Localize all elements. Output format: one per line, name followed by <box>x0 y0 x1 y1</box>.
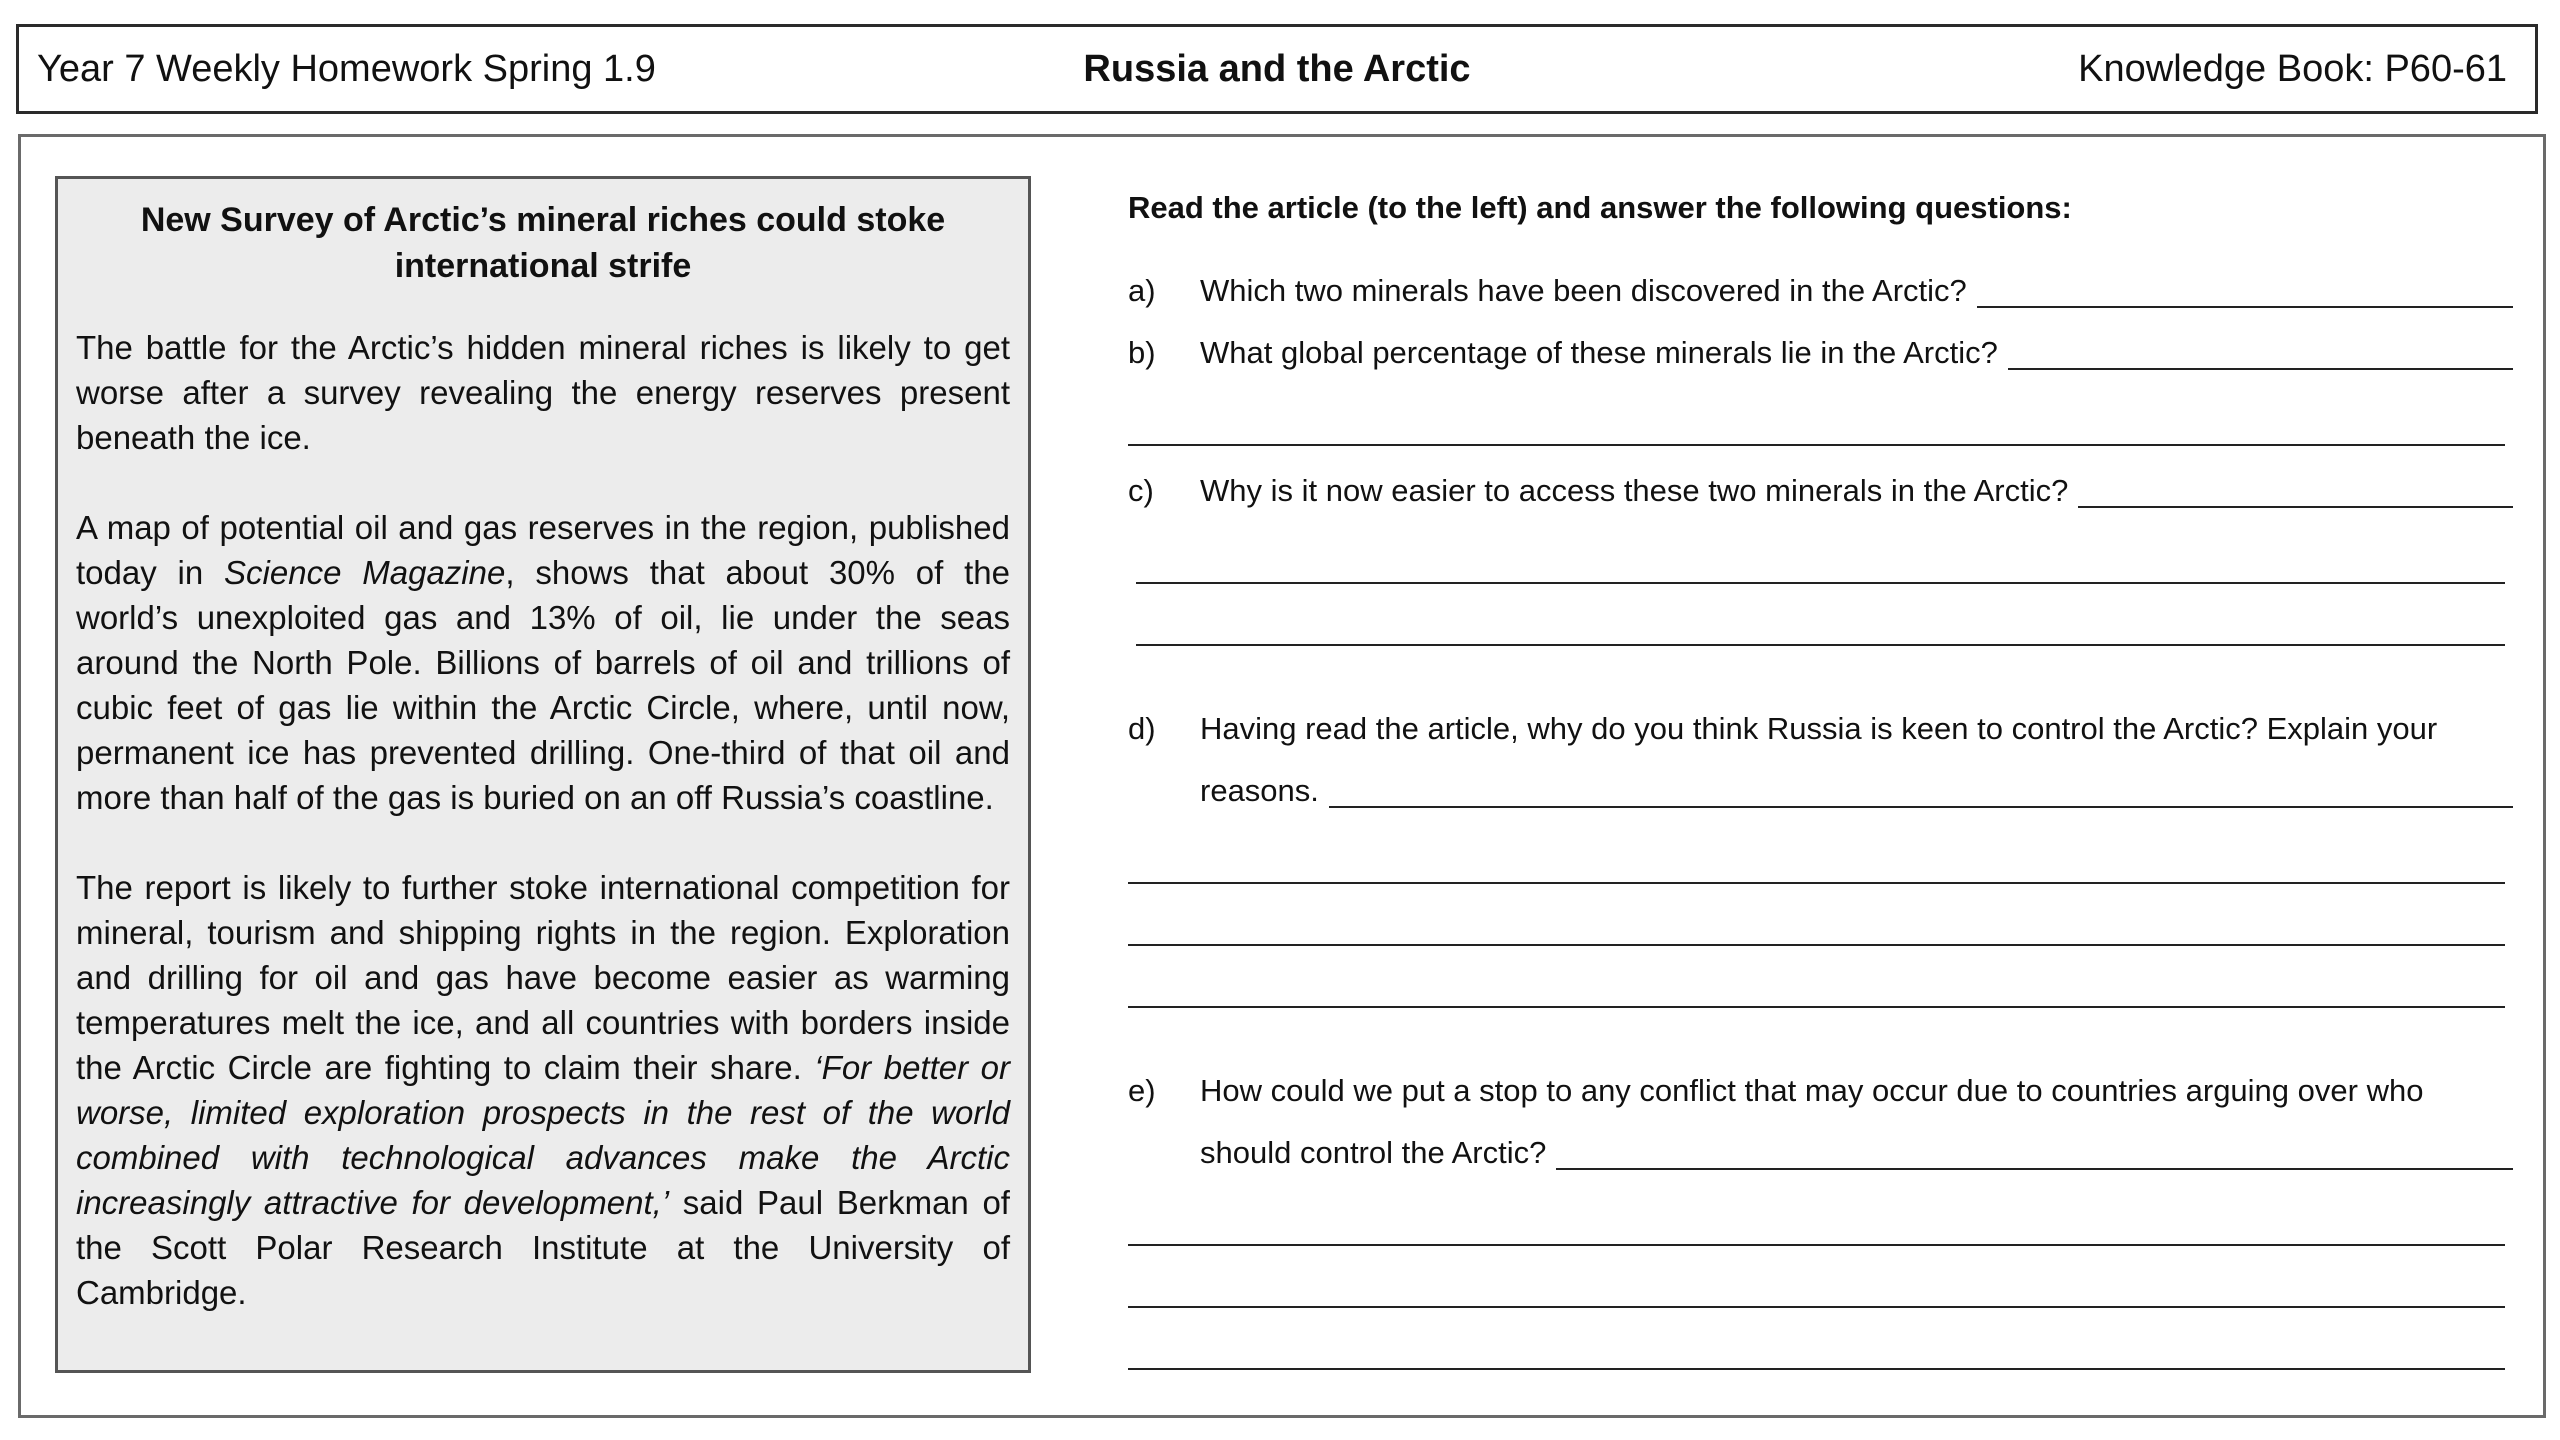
question-c-answer-line-2[interactable] <box>1136 522 2505 584</box>
homework-label: Year 7 Weekly Homework Spring 1.9 <box>37 48 656 90</box>
question-c-answer-line[interactable] <box>2078 505 2513 508</box>
question-a-answer-line[interactable] <box>1977 305 2513 308</box>
question-b-answer-line[interactable] <box>2008 367 2513 370</box>
question-e <box>1128 1060 2513 1122</box>
question-a-letter: a) <box>1128 273 1156 308</box>
page-title: Russia and the Arctic <box>1083 48 1471 90</box>
question-e-answer-line-3[interactable] <box>1128 1246 2505 1308</box>
question-b-letter: b) <box>1128 335 1156 370</box>
header-bar <box>16 24 2538 114</box>
question-e-continued <box>1128 1122 2513 1184</box>
article-paragraph-2-end: , shows that about 30% of the world’s unexploited gas and 13% of oil, lie under the seas around the North Pole. Billions of barrels of oil and trillions of cubic feet of gas lie within the Arctic Circle, where, until now, permanent ice has prevented drilling. One-third of that oil and more than half of the gas is buried on an off Russia’s coastline. <box>76 554 1011 816</box>
question-e-text: How could we put a stop to any conflict that may occur due to countries arguing over who <box>1200 1073 2424 1108</box>
article-paragraph-2-start: A map of potential oil and gas reserves in the region, published today in <box>76 509 1010 591</box>
question-d-continued <box>1128 760 2513 822</box>
question-d-letter: d) <box>1128 711 1156 746</box>
article-paragraph-3-start: The report is likely to further stoke international competition for mineral, tourism and shipping rights in the region. Exploration and drilling for oil and gas have become easier as warming temperatures melt the ice, and all countries with borders inside the Arctic Circle are fighting to claim their share. <box>76 869 1010 1086</box>
questions-instruction: Read the article (to the left) and answer the following questions: <box>1128 190 2072 225</box>
question-d-answer-line[interactable] <box>1329 805 2513 808</box>
article-paragraph-3 <box>76 865 1010 1315</box>
question-e-letter: e) <box>1128 1073 1156 1108</box>
question-e-answer-line-4[interactable] <box>1128 1308 2505 1370</box>
knowledge-book-ref: Knowledge Book: P60-61 <box>2078 48 2507 90</box>
article-panel <box>55 176 1031 1373</box>
question-e-text-continued: should control the Arctic? <box>1200 1135 1547 1170</box>
question-c-text: Why is it now easier to access these two minerals in the Arctic? <box>1200 473 2069 508</box>
question-c-letter: c) <box>1128 473 1154 508</box>
question-a <box>1128 260 2513 322</box>
question-b <box>1128 322 2513 384</box>
question-d-answer-line-2[interactable] <box>1128 822 2505 884</box>
questions-panel <box>1128 180 2513 1370</box>
question-d-answer-line-3[interactable] <box>1128 884 2505 946</box>
article-quote: ‘For better or worse, limited exploration prospects in the rest of the world combined with technological advances make the Arctic increasingly attractive for development,’ <box>76 1049 1010 1221</box>
article-paragraph-2 <box>76 505 1010 820</box>
question-c <box>1128 460 2513 522</box>
question-c-answer-line-3[interactable] <box>1136 584 2505 646</box>
article-title: New Survey of Arctic’s mineral riches could stoke international strife <box>140 201 946 285</box>
question-e-answer-line-2[interactable] <box>1128 1184 2505 1246</box>
question-d <box>1128 698 2513 760</box>
article-paragraph-1: The battle for the Arctic’s hidden mineral riches is likely to get worse after a survey revealing the energy reserves present beneath the ice. <box>76 329 1010 456</box>
question-b-text: What global percentage of these minerals lie in the Arctic? <box>1200 335 1998 370</box>
magazine-name: Science Magazine <box>224 554 506 591</box>
question-b-answer-line-2[interactable] <box>1128 384 2505 446</box>
question-e-answer-line[interactable] <box>1556 1167 2513 1170</box>
question-a-text: Which two minerals have been discovered in the Arctic? <box>1200 273 1967 308</box>
article-paragraph-3-end: said Paul Berkman of the Scott Polar Research Institute at the University of Cambridge. <box>76 1184 1010 1311</box>
question-d-text: Having read the article, why do you think Russia is keen to control the Arctic? Explain your <box>1200 711 2438 746</box>
question-d-answer-line-4[interactable] <box>1128 946 2505 1008</box>
question-d-text-continued: reasons. <box>1200 773 1319 808</box>
